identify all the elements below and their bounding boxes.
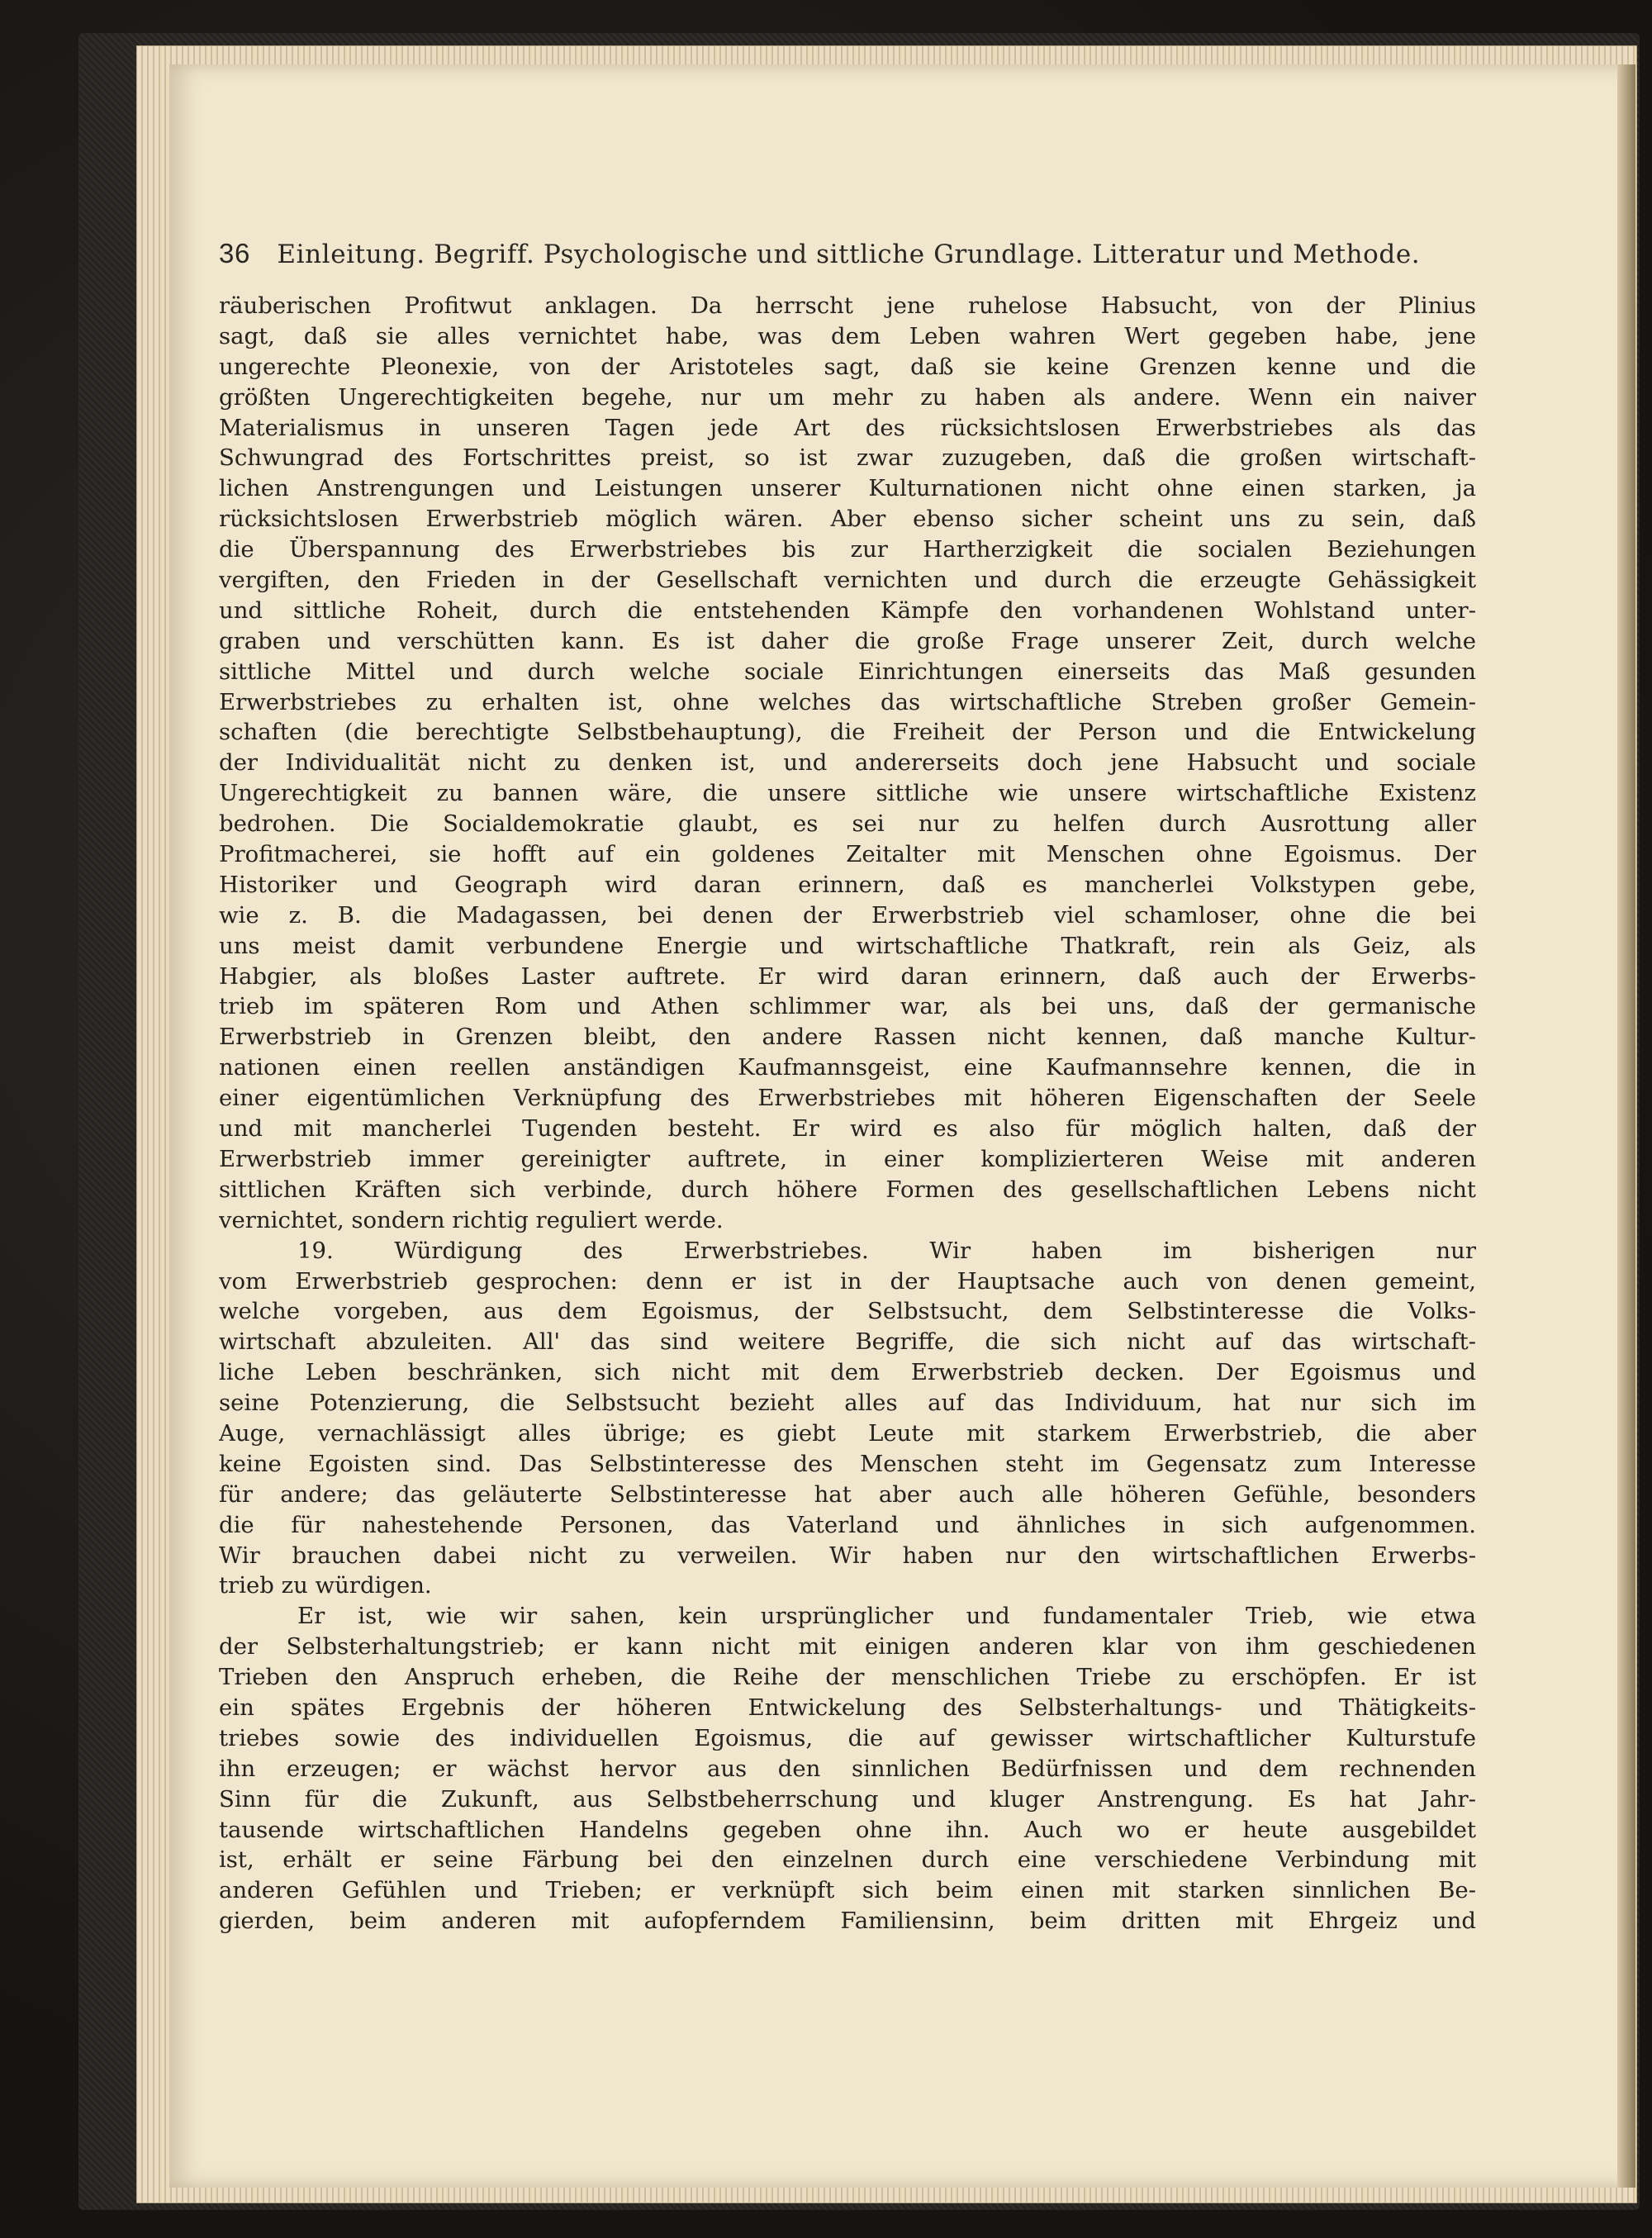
text-line: 19. Würdigung des Erwerbstriebes. Wir haben im bisherigen nur	[297, 1237, 1476, 1264]
text-line: keine Egoisten sind. Das Selbstinteresse des Menschen steht im Gegensatz zum Interesse	[219, 1450, 1476, 1477]
text-line: lichen Anstrengungen und Leistungen unserer Kulturnationen nicht ohne einen starken, ja	[219, 475, 1476, 502]
text-line: wie z. B. die Madagassen, bei denen der Erwerbstrieb viel schamloser, ohne die bei	[219, 901, 1476, 929]
text-line: Schwungrad des Fortschrittes preist, so ist zwar zuzugeben, daß die großen wirtschaft-	[219, 444, 1476, 472]
text-line: vom Erwerbstrieb gesprochen: denn er ist in der Hauptsache auch von denen gemeint,	[219, 1267, 1476, 1295]
text-line: und mit mancherlei Tugenden besteht. Er wird es also für möglich halten, daß der	[219, 1115, 1476, 1143]
paragraph	[219, 1236, 1476, 1602]
text-line: die für nahestehende Personen, das Vaterland und ähnliches in sich aufgenommen.	[219, 1511, 1476, 1538]
text-line: rücksichtslosen Erwerbstrieb möglich wären. Aber ebenso sicher scheint uns zu sein, daß	[219, 506, 1476, 533]
page-number: 36	[219, 238, 250, 268]
text-line: Sinn für die Zukunft, aus Selbstbeherrschung und kluger Anstrengung. Es hat Jahr-	[219, 1785, 1476, 1813]
text-line: und sittliche Roheit, durch die entstehenden Kämpfe den vorhandenen Wohlstand unter-	[219, 596, 1476, 624]
paragraph	[219, 1601, 1476, 1936]
text-line: ihn erzeugen; er wächst hervor aus den sinnlichen Bedürfnissen und dem rechnenden	[219, 1755, 1476, 1782]
paragraph	[219, 291, 1476, 1236]
text-line: anderen Gefühlen und Trieben; er verknüpft sich beim einen mit starken sinnlichen Be-	[219, 1877, 1476, 1904]
text-line: Historiker und Geograph wird daran erinnern, daß es mancherlei Volkstypen gebe,	[219, 871, 1476, 898]
text-line: triebes sowie des individuellen Egoismus, die auf gewisser wirtschaftlicher Kulturstufe	[219, 1724, 1476, 1751]
text-line: sittliche Mittel und durch welche sociale Einrichtungen einerseits das Maß gesunden	[219, 658, 1476, 685]
text-line: trieb im späteren Rom und Athen schlimmer war, als bei uns, daß der germanische	[219, 993, 1476, 1020]
text-line: Auge, vernachlässigt alles übrige; es giebt Leute mit starkem Erwerbstrieb, die aber	[219, 1419, 1476, 1447]
text-line: die Überspannung des Erwerbstriebes bis zur Hartherzigkeit die socialen Beziehungen	[219, 536, 1476, 563]
text-line: Ungerechtigkeit zu bannen wäre, die unsere sittliche wie unsere wirtschaftliche Existenz	[219, 780, 1476, 807]
page-gutter	[1617, 64, 1635, 2188]
text-line: Erwerbstriebes zu erhalten ist, ohne welches das wirtschaftliche Streben großer Gemein-	[219, 688, 1476, 715]
text-line: tausende wirtschaftlichen Handelns gegeben ohne ihn. Auch wo er heute ausgebildet	[219, 1816, 1476, 1843]
text-line: uns meist damit verbundene Energie und wirtschaftliche Thatkraft, rein als Geiz, als	[219, 932, 1476, 959]
text-line: der Selbsterhaltungstrieb; er kann nicht mit einigen anderen klar von ihm geschiedenen	[219, 1633, 1476, 1661]
text-line: vergiften, den Frieden in der Gesellschaft vernichten und durch die erzeugte Gehässigkeit	[219, 567, 1476, 594]
text-line: ungerechte Pleonexie, von der Aristoteles sagt, daß sie keine Grenzen kenne und die	[219, 353, 1476, 380]
text-line: ist, erhält er seine Färbung bei den einzelnen durch eine verschiedene Verbindung mit	[219, 1846, 1476, 1874]
running-title: Einleitung. Begriff. Psychologische und sittliche Grundlage. Litteratur und Methode.	[277, 240, 1421, 269]
text-line: sagt, daß sie alles vernichtet habe, was dem Leben wahren Wert gegeben habe, jene	[219, 322, 1476, 349]
text-line: Materialismus in unseren Tagen jede Art des rücksichtslosen Erwerbstriebes als das	[219, 414, 1476, 441]
text-line: liche Leben beschränken, sich nicht mit dem Erwerbstrieb decken. Der Egoismus und	[219, 1359, 1476, 1386]
text-line: vernichtet, sondern richtig reguliert werde.	[219, 1206, 724, 1233]
text-line: für andere; das geläuterte Selbstinteresse hat aber auch alle höheren Gefühle, besonders	[219, 1480, 1476, 1508]
text-line: sittlichen Kräften sich verbinde, durch höhere Formen des gesellschaftlichen Lebens nicht	[219, 1176, 1476, 1203]
text-line: Trieben den Anspruch erheben, die Reihe der menschlichen Triebe zu erschöpfen. Er ist	[219, 1664, 1476, 1691]
text-line: einer eigentümlichen Verknüpfung des Erwerbstriebes mit höheren Eigenschaften der Seele	[219, 1085, 1476, 1112]
running-header	[219, 238, 1458, 269]
text-line: gierden, beim anderen mit aufopferndem Familiensinn, beim dritten mit Ehrgeiz und	[219, 1908, 1476, 1935]
text-line: Wir brauchen dabei nicht zu verweilen. Wir haben nur den wirtschaftlichen Erwerbs-	[219, 1542, 1476, 1569]
text-line: Profitmacherei, sie hofft auf ein goldenes Zeitalter mit Menschen ohne Egoismus. Der	[219, 841, 1476, 868]
text-line: trieb zu würdigen.	[219, 1572, 432, 1599]
text-line: größten Ungerechtigkeiten begehe, nur um mehr zu haben als andere. Wenn ein naiver	[219, 383, 1476, 411]
text-line: der Individualität nicht zu denken ist, und andererseits doch jene Habsucht und sociale	[219, 749, 1476, 777]
text-line: bedrohen. Die Socialdemokratie glaubt, es sei nur zu helfen durch Ausrottung aller	[219, 810, 1476, 838]
text-line: Er ist, wie wir sahen, kein ursprünglicher und fundamentaler Trieb, wie etwa	[297, 1603, 1476, 1630]
text-line: ein spätes Ergebnis der höheren Entwickelung des Selbsterhaltungs- und Thätigkeits-	[219, 1694, 1476, 1721]
text-line: welche vorgeben, aus dem Egoismus, der Selbstsucht, dem Selbstinteresse die Volks-	[219, 1298, 1476, 1325]
text-line: schaften (die berechtigte Selbstbehauptung), die Freiheit der Person und die Entwickelung	[219, 719, 1476, 746]
text-line: Habgier, als bloßes Laster auftrete. Er wird daran erinnern, daß auch der Erwerbs-	[219, 962, 1476, 990]
text-line: nationen einen reellen anständigen Kaufmannsgeist, eine Kaufmannsehre kennen, die in	[219, 1054, 1476, 1081]
text-line: seine Potenzierung, die Selbstsucht bezieht alles auf das Individuum, hat nur sich im	[219, 1390, 1476, 1417]
text-line: Erwerbstrieb in Grenzen bleibt, den andere Rassen nicht kennen, daß manche Kultur-	[219, 1024, 1476, 1051]
text-line: räuberischen Profitwut anklagen. Da herrscht jene ruhelose Habsucht, von der Plinius	[219, 292, 1476, 319]
page-body-text	[219, 291, 1476, 1936]
text-line: Erwerbstrieb immer gereinigter auftrete, in einer komplizierteren Weise mit anderen	[219, 1145, 1476, 1172]
text-line: wirtschaft abzuleiten. All' das sind weitere Begriffe, die sich nicht auf das wirtschaft-	[219, 1328, 1476, 1356]
text-line: graben und verschütten kann. Es ist daher die große Frage unserer Zeit, durch welche	[219, 627, 1476, 654]
